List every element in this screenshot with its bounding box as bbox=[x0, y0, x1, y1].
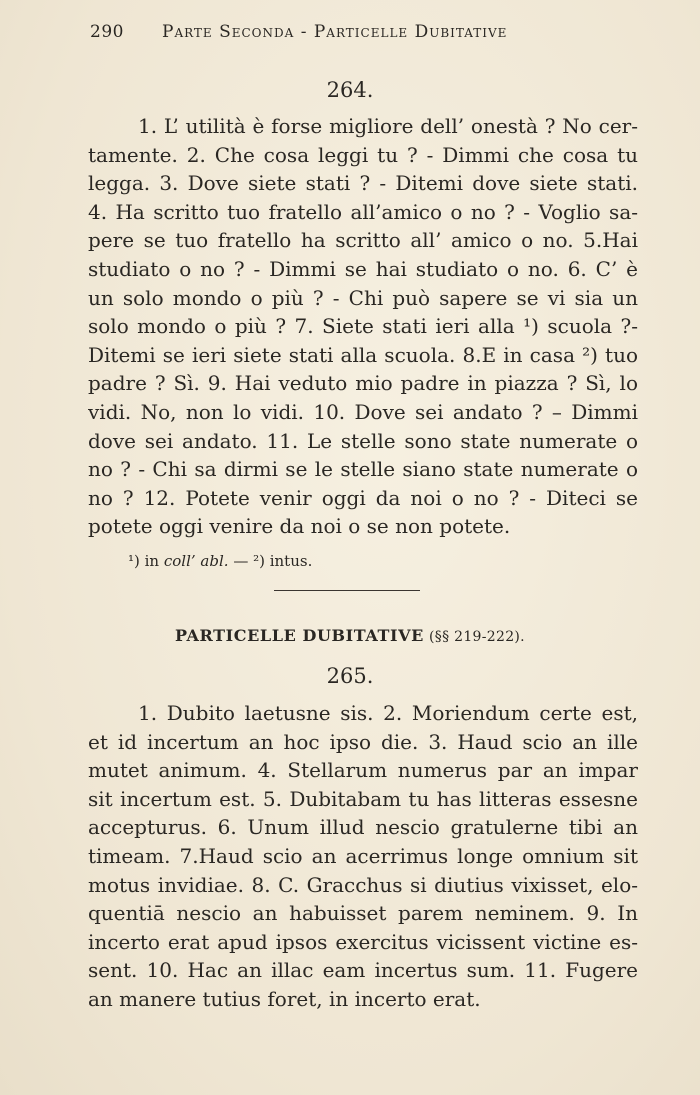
exercise-line: sent. 10. Hac an illac eam incertus sum. 11. Fugere bbox=[88, 958, 638, 983]
exercise-line: 1. L’ utilità è forse migliore dell’ onestà ? No cer- bbox=[138, 114, 638, 138]
footnote-separator: — bbox=[228, 552, 254, 570]
exercise-line: incerto erat apud ipsos exercitus vicissent victine es- bbox=[88, 929, 638, 954]
heading-title: PARTICELLE DUBITATIVE bbox=[175, 626, 424, 645]
exercise-line: quentiā nescio an habuisset parem neminem. 9. In bbox=[88, 901, 638, 926]
exercise-line: 1. Dubito laetusne sis. 2. Moriendum certe est, bbox=[138, 701, 638, 725]
footnote bbox=[128, 552, 312, 570]
footnote-2: ²) intus. bbox=[253, 552, 313, 570]
exercise-line: tamente. 2. Che cosa leggi tu ? - Dimmi che cosa tu bbox=[88, 142, 638, 167]
footnote-1: ¹) in bbox=[128, 552, 164, 570]
exercise-line: et id incertum an hoc ipso die. 3. Haud scio an ille bbox=[88, 729, 638, 754]
exercise-line: 4. Ha scritto tuo fratello all’amico o no ? - Voglio sa- bbox=[88, 199, 638, 224]
running-head-title: Parte Seconda - Particelle Dubitative bbox=[162, 22, 508, 42]
exercise-line: un solo mondo o più ? - Chi può sapere se vi sia un bbox=[88, 285, 638, 310]
section-number-265: 265. bbox=[326, 664, 374, 688]
section-number-264: 264. bbox=[326, 78, 374, 102]
exercise-line: timeam. 7.Haud scio an acerrimus longe omnium sit bbox=[88, 843, 638, 868]
exercise-line: accepturus. 6. Unum illud nescio gratulerne tibi an bbox=[88, 815, 638, 840]
exercise-line: Ditemi se ieri siete stati alla scuola. 8.E in casa ²) tuo bbox=[88, 342, 638, 367]
exercise-line: sit incertum est. 5. Dubitabam tu has litteras essesne bbox=[88, 786, 638, 811]
exercise-line: an manere tutius foret, in incerto erat. bbox=[88, 986, 481, 1011]
exercise-line: no ? - Chi sa dirmi se le stelle siano state numerate o bbox=[88, 457, 638, 482]
page-number: 290 bbox=[90, 22, 124, 42]
exercise-line: dove sei andato. 11. Le stelle sono state numerate o bbox=[88, 428, 638, 453]
exercise-265-text bbox=[88, 699, 638, 1014]
exercise-line: padre ? Sì. 9. Hai veduto mio padre in piazza ? Sì, lo bbox=[88, 371, 638, 396]
chapter-heading bbox=[0, 626, 700, 645]
exercise-line: solo mondo o più ? 7. Siete stati ieri alla ¹) scuola ?- bbox=[88, 314, 638, 339]
exercise-line: mutet animum. 4. Stellarum numerus par an impar bbox=[88, 758, 638, 783]
exercise-line: pere se tuo fratello ha scritto all’ amico o no. 5.Hai bbox=[88, 228, 638, 253]
exercise-line: legga. 3. Dove siete stati ? - Ditemi dove siete stati. bbox=[88, 171, 638, 196]
exercise-line: motus invidiae. 8. C. Gracchus si diutius vixisset, elo- bbox=[88, 872, 638, 897]
exercise-264-text bbox=[88, 112, 638, 541]
section-divider bbox=[274, 590, 420, 591]
footnote-1-italic: coll’ abl. bbox=[163, 552, 229, 570]
running-head bbox=[90, 22, 507, 42]
exercise-line: potete oggi venire da noi o se non potete. bbox=[88, 514, 511, 539]
exercise-line: studiato o no ? - Dimmi se hai studiato o no. 6. C’ è bbox=[88, 256, 638, 281]
heading-reference: (§§ 219-222). bbox=[429, 629, 525, 645]
exercise-line: vidi. No, non lo vidi. 10. Dove sei andato ? – Dimmi bbox=[88, 399, 638, 424]
exercise-line: no ? 12. Potete venir oggi da noi o no ? - Diteci se bbox=[88, 485, 638, 510]
